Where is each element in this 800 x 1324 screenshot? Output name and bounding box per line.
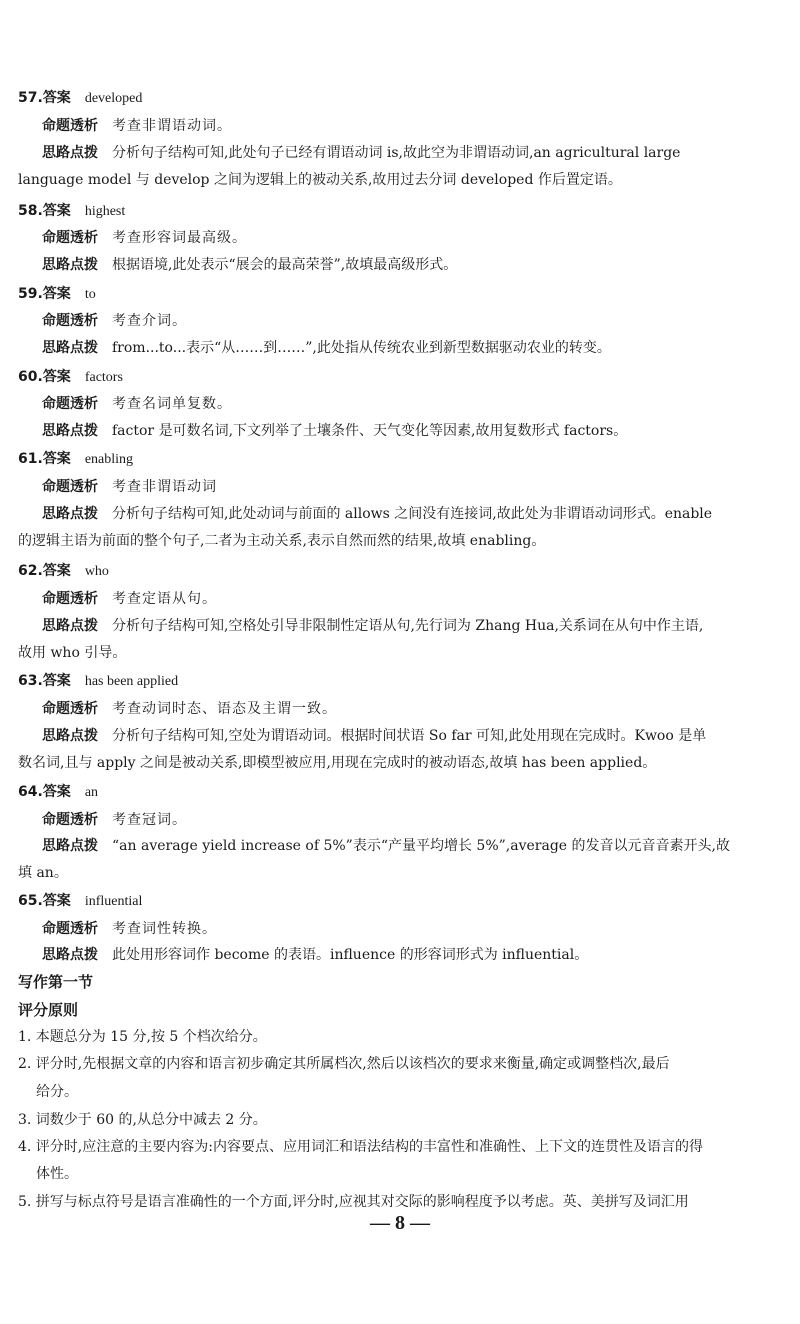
hint-label: 思路点拨: [42, 506, 98, 522]
hint-line: [42, 726, 706, 746]
hint-text: 根据语境,此处表示“展会的最高荣誉”,故填最高级形式。: [112, 257, 458, 273]
analysis-line: [42, 311, 187, 331]
hint-label: 思路点拨: [42, 947, 98, 963]
question-number: 62.: [18, 563, 43, 579]
answer-value: has been applied: [84, 674, 179, 689]
answer-value: highest: [84, 204, 126, 219]
hint-line: [42, 836, 730, 856]
question-number: 58.: [18, 203, 43, 219]
analysis-line: [42, 116, 232, 136]
analysis-text: 考查介词。: [112, 313, 187, 329]
hint-line: [42, 616, 703, 636]
analysis-line: [42, 919, 217, 939]
question-number: 61.: [18, 451, 43, 467]
hint-line: [18, 643, 126, 663]
section-title: 写作第一节: [18, 973, 94, 991]
principle-line: 给分。: [36, 1084, 78, 1100]
hint-text: factor 是可数名词,下文列举了土壤条件、天气变化等因素,故用复数形式 factors。: [112, 423, 628, 439]
answer-label: 答案: [42, 451, 71, 467]
analysis-text: 考查冠词。: [112, 812, 187, 828]
hint-text: 故用 who 引导。: [18, 645, 127, 661]
answer-value: influential: [84, 894, 143, 909]
question-number: 60.: [18, 369, 43, 385]
hint-line: [42, 255, 457, 275]
hint-text: 的逻辑主语为前面的整个句子,二者为主动关系,表示自然而然的结果,故填 enabling。: [18, 533, 546, 549]
answer-line: [18, 671, 178, 692]
analysis-label: 命题透析: [42, 701, 98, 717]
answer-label: 答案: [42, 369, 71, 385]
hint-label: 思路点拨: [42, 838, 98, 854]
answer-value: factors: [84, 370, 123, 385]
analysis-line: [42, 589, 217, 609]
principle-line: 3. 词数少于 60 的,从总分中减去 2 分。: [18, 1112, 267, 1128]
analysis-line: [42, 477, 217, 497]
hint-text: “an average yield increase of 5%”表示“产量平均增长 5%”,average 的发音以元音音素开头,故: [112, 838, 730, 854]
hint-line: [42, 143, 680, 163]
principle-line: 1. 本题总分为 15 分,按 5 个档次给分。: [18, 1029, 267, 1045]
hint-line: [18, 170, 622, 190]
analysis-line: [42, 810, 187, 830]
answer-label: 答案: [42, 673, 71, 689]
hint-label: 思路点拨: [42, 618, 98, 634]
analysis-label: 命题透析: [42, 230, 98, 246]
answer-line: [18, 782, 98, 803]
hint-line: [42, 421, 627, 441]
hint-text: 填 an。: [18, 865, 68, 881]
answer-label: 答案: [42, 203, 71, 219]
hint-text: 分析句子结构可知,空处为谓语动词。根据时间状语 So far 可知,此处用现在完成时。Kwoo 是单: [112, 728, 707, 744]
hint-text: 数名词,且与 apply 之间是被动关系,即模型被应用,用现在完成时的被动语态,故填 has been applied。: [18, 755, 657, 771]
analysis-text: 考查非谓语动词。: [112, 118, 232, 134]
analysis-label: 命题透析: [42, 812, 98, 828]
question-number: 65.: [18, 893, 43, 909]
answer-line: [18, 891, 142, 912]
question-number: 59.: [18, 286, 43, 302]
analysis-text: 考查词性转换。: [112, 921, 217, 937]
analysis-label: 命题透析: [42, 313, 98, 329]
analysis-line: [42, 394, 232, 414]
analysis-text: 考查定语从句。: [112, 591, 217, 607]
question-number: 57.: [18, 90, 43, 106]
principle-line: 4. 评分时,应注意的主要内容为:内容要点、应用词汇和语法结构的丰富性和准确性、上下文的连贯性及语言的得: [18, 1139, 703, 1155]
hint-line: [18, 863, 68, 883]
hint-line: [18, 753, 656, 773]
hint-text: from...to...表示“从……到……”,此处指从传统农业到新型数据驱动农业的转变。: [112, 340, 611, 356]
hint-label: 思路点拨: [42, 257, 98, 273]
analysis-text: 考查动词时态、语态及主谓一致。: [112, 701, 337, 717]
answer-value: enabling: [84, 452, 134, 467]
analysis-label: 命题透析: [42, 591, 98, 607]
analysis-text: 考查名词单复数。: [112, 396, 232, 412]
analysis-label: 命题透析: [42, 921, 98, 937]
answer-line: [18, 367, 123, 388]
hint-label: 思路点拨: [42, 423, 98, 439]
page-number: — 8 —: [370, 1212, 430, 1234]
answer-value: to: [84, 287, 96, 302]
analysis-text: 考查非谓语动词: [112, 479, 217, 495]
answer-label: 答案: [42, 893, 71, 909]
answer-label: 答案: [42, 90, 71, 106]
question-number: 64.: [18, 784, 43, 800]
answer-value: developed: [84, 91, 143, 106]
answer-label: 答案: [42, 286, 71, 302]
hint-text: 分析句子结构可知,此处句子已经有谓语动词 is,故此空为非谓语动词,an agricultural large: [112, 145, 681, 161]
principles-title: 评分原则: [18, 1001, 79, 1019]
answer-label: 答案: [42, 563, 71, 579]
answer-line: [18, 284, 96, 305]
analysis-text: 考查形容词最高级。: [112, 230, 247, 246]
analysis-label: 命题透析: [42, 396, 98, 412]
hint-label: 思路点拨: [42, 145, 98, 161]
analysis-label: 命题透析: [42, 479, 98, 495]
answer-line: [18, 88, 142, 109]
hint-line: [42, 504, 712, 524]
principle-line: 体性。: [36, 1166, 78, 1182]
principle-line: 2. 评分时,先根据文章的内容和语言初步确定其所属档次,然后以该档次的要求来衡量,确定或调整档次,最后: [18, 1056, 670, 1072]
analysis-line: [42, 699, 337, 719]
hint-line: [42, 338, 611, 358]
hint-line: [42, 945, 588, 965]
answer-value: an: [84, 785, 99, 800]
answer-line: [18, 201, 125, 222]
question-number: 63.: [18, 673, 43, 689]
analysis-line: [42, 228, 247, 248]
answer-value: who: [84, 564, 109, 579]
answer-line: [18, 561, 109, 582]
hint-label: 思路点拨: [42, 728, 98, 744]
hint-text: language model 与 develop 之间为逻辑上的被动关系,故用过去分词 developed 作后置定语。: [18, 172, 622, 188]
hint-text: 分析句子结构可知,空格处引导非限制性定语从句,先行词为 Zhang Hua,关系词在从句中作主语,: [112, 618, 704, 634]
answer-label: 答案: [42, 784, 71, 800]
hint-label: 思路点拨: [42, 340, 98, 356]
hint-line: [18, 531, 545, 551]
hint-text: 此处用形容词作 become 的表语。influence 的形容词形式为 influential。: [112, 947, 589, 963]
answer-line: [18, 449, 133, 470]
principle-line: 5. 拼写与标点符号是语言准确性的一个方面,评分时,应视其对交际的影响程度予以考虑。英、美拼写及词汇用: [18, 1194, 689, 1210]
analysis-label: 命题透析: [42, 118, 98, 134]
hint-text: 分析句子结构可知,此处动词与前面的 allows 之间没有连接词,故此处为非谓语动词形式。enable: [112, 506, 713, 522]
